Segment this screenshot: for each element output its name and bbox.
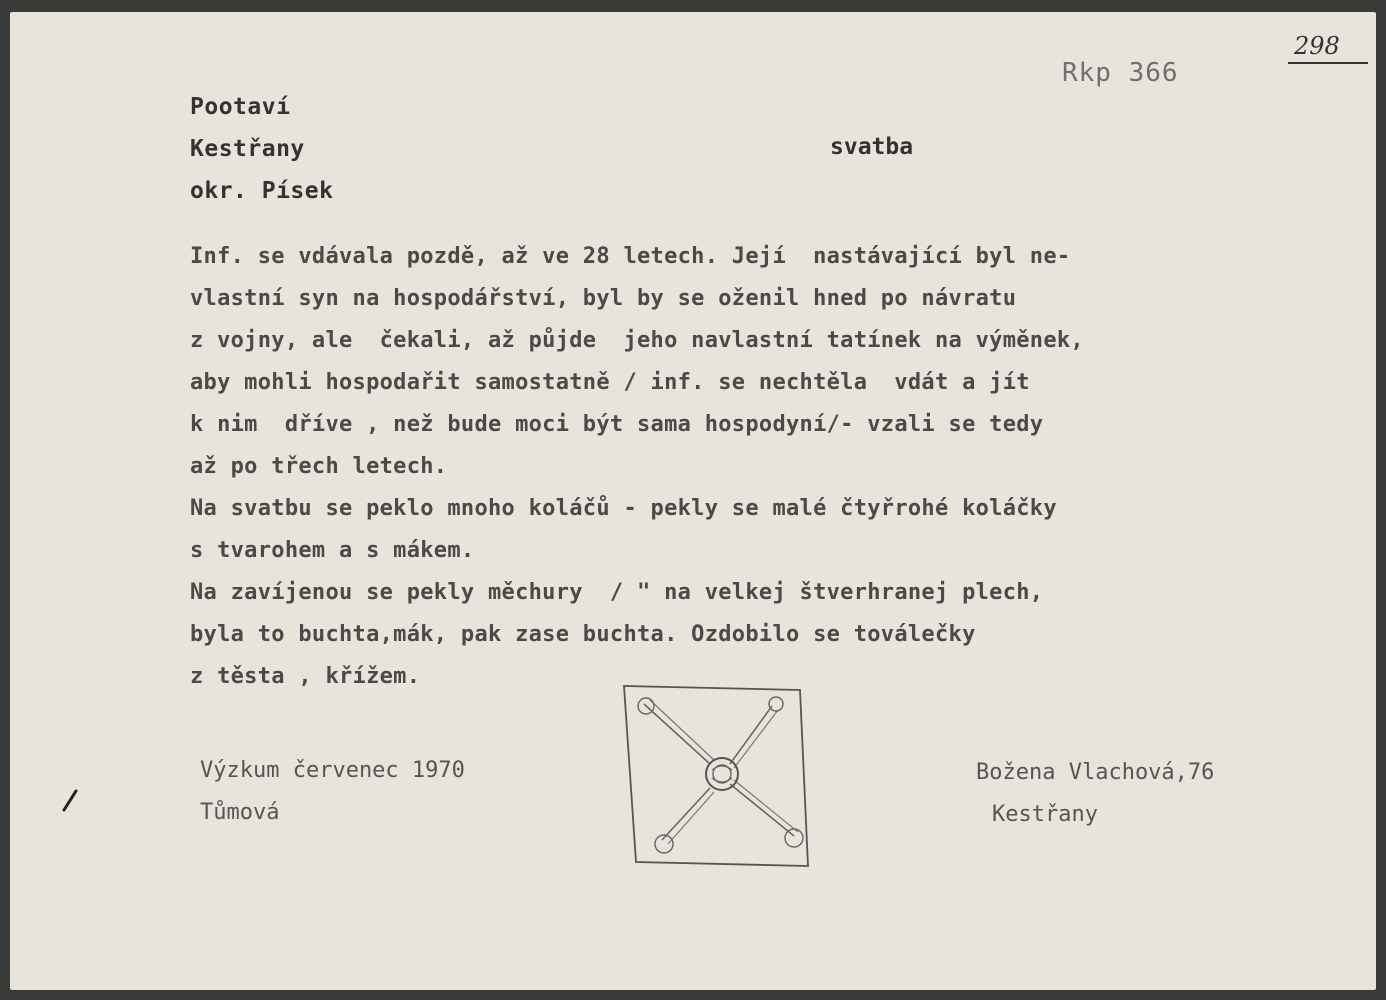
body-line: aby mohli hospodařit samostatně / inf. se nechtěla vdát a jít [190,370,1030,395]
body-line: z těsta , křížem. [190,664,421,689]
body-line: Inf. se vdávala pozdě, až ve 28 letech. Její nastávající byl ne- [190,244,1071,269]
body-line: Na zavíjenou se pekly měchury / " na velkej štverhranej plech, [190,580,1044,605]
informant-name: Božena Vlachová,76 [976,760,1215,785]
body-line: byla to buchta,mák, pak zase buchta. Ozdobilo se toválečky [190,622,976,647]
body-line: z vojny, ale čekali, až půjde jeho navlastní tatínek na výměnek, [190,328,1084,353]
pen-tick-mark [60,788,80,814]
body-line: vlastní syn na hospodářství, byl by se oženil hned po návratu [190,286,1017,311]
informant-place: Kestřany [992,802,1098,827]
researcher-name: Tůmová [200,800,280,825]
cross-pastry-decoration-icon [622,684,818,868]
body-line: až po třech letech. [190,454,448,479]
research-date: Výzkum červenec 1970 [200,758,465,783]
body-line: Na svatbu se peklo mnoho koláčů - pekly se malé čtyřrohé koláčky [190,496,1057,521]
village-label: Kestřany [190,136,305,162]
topic-label: svatba [830,134,914,160]
page-number-underline [1288,62,1368,64]
archive-reference: Rkp 366 [1062,58,1179,88]
page-number: 298 [1294,32,1340,60]
region-label: Pootaví [190,94,291,120]
district-label: okr. Písek [190,178,334,204]
body-line: s tvarohem a s mákem. [190,538,475,563]
body-line: k nim dříve , než bude moci být sama hospodyní/- vzali se tedy [190,412,1044,437]
archive-card [10,12,1376,990]
